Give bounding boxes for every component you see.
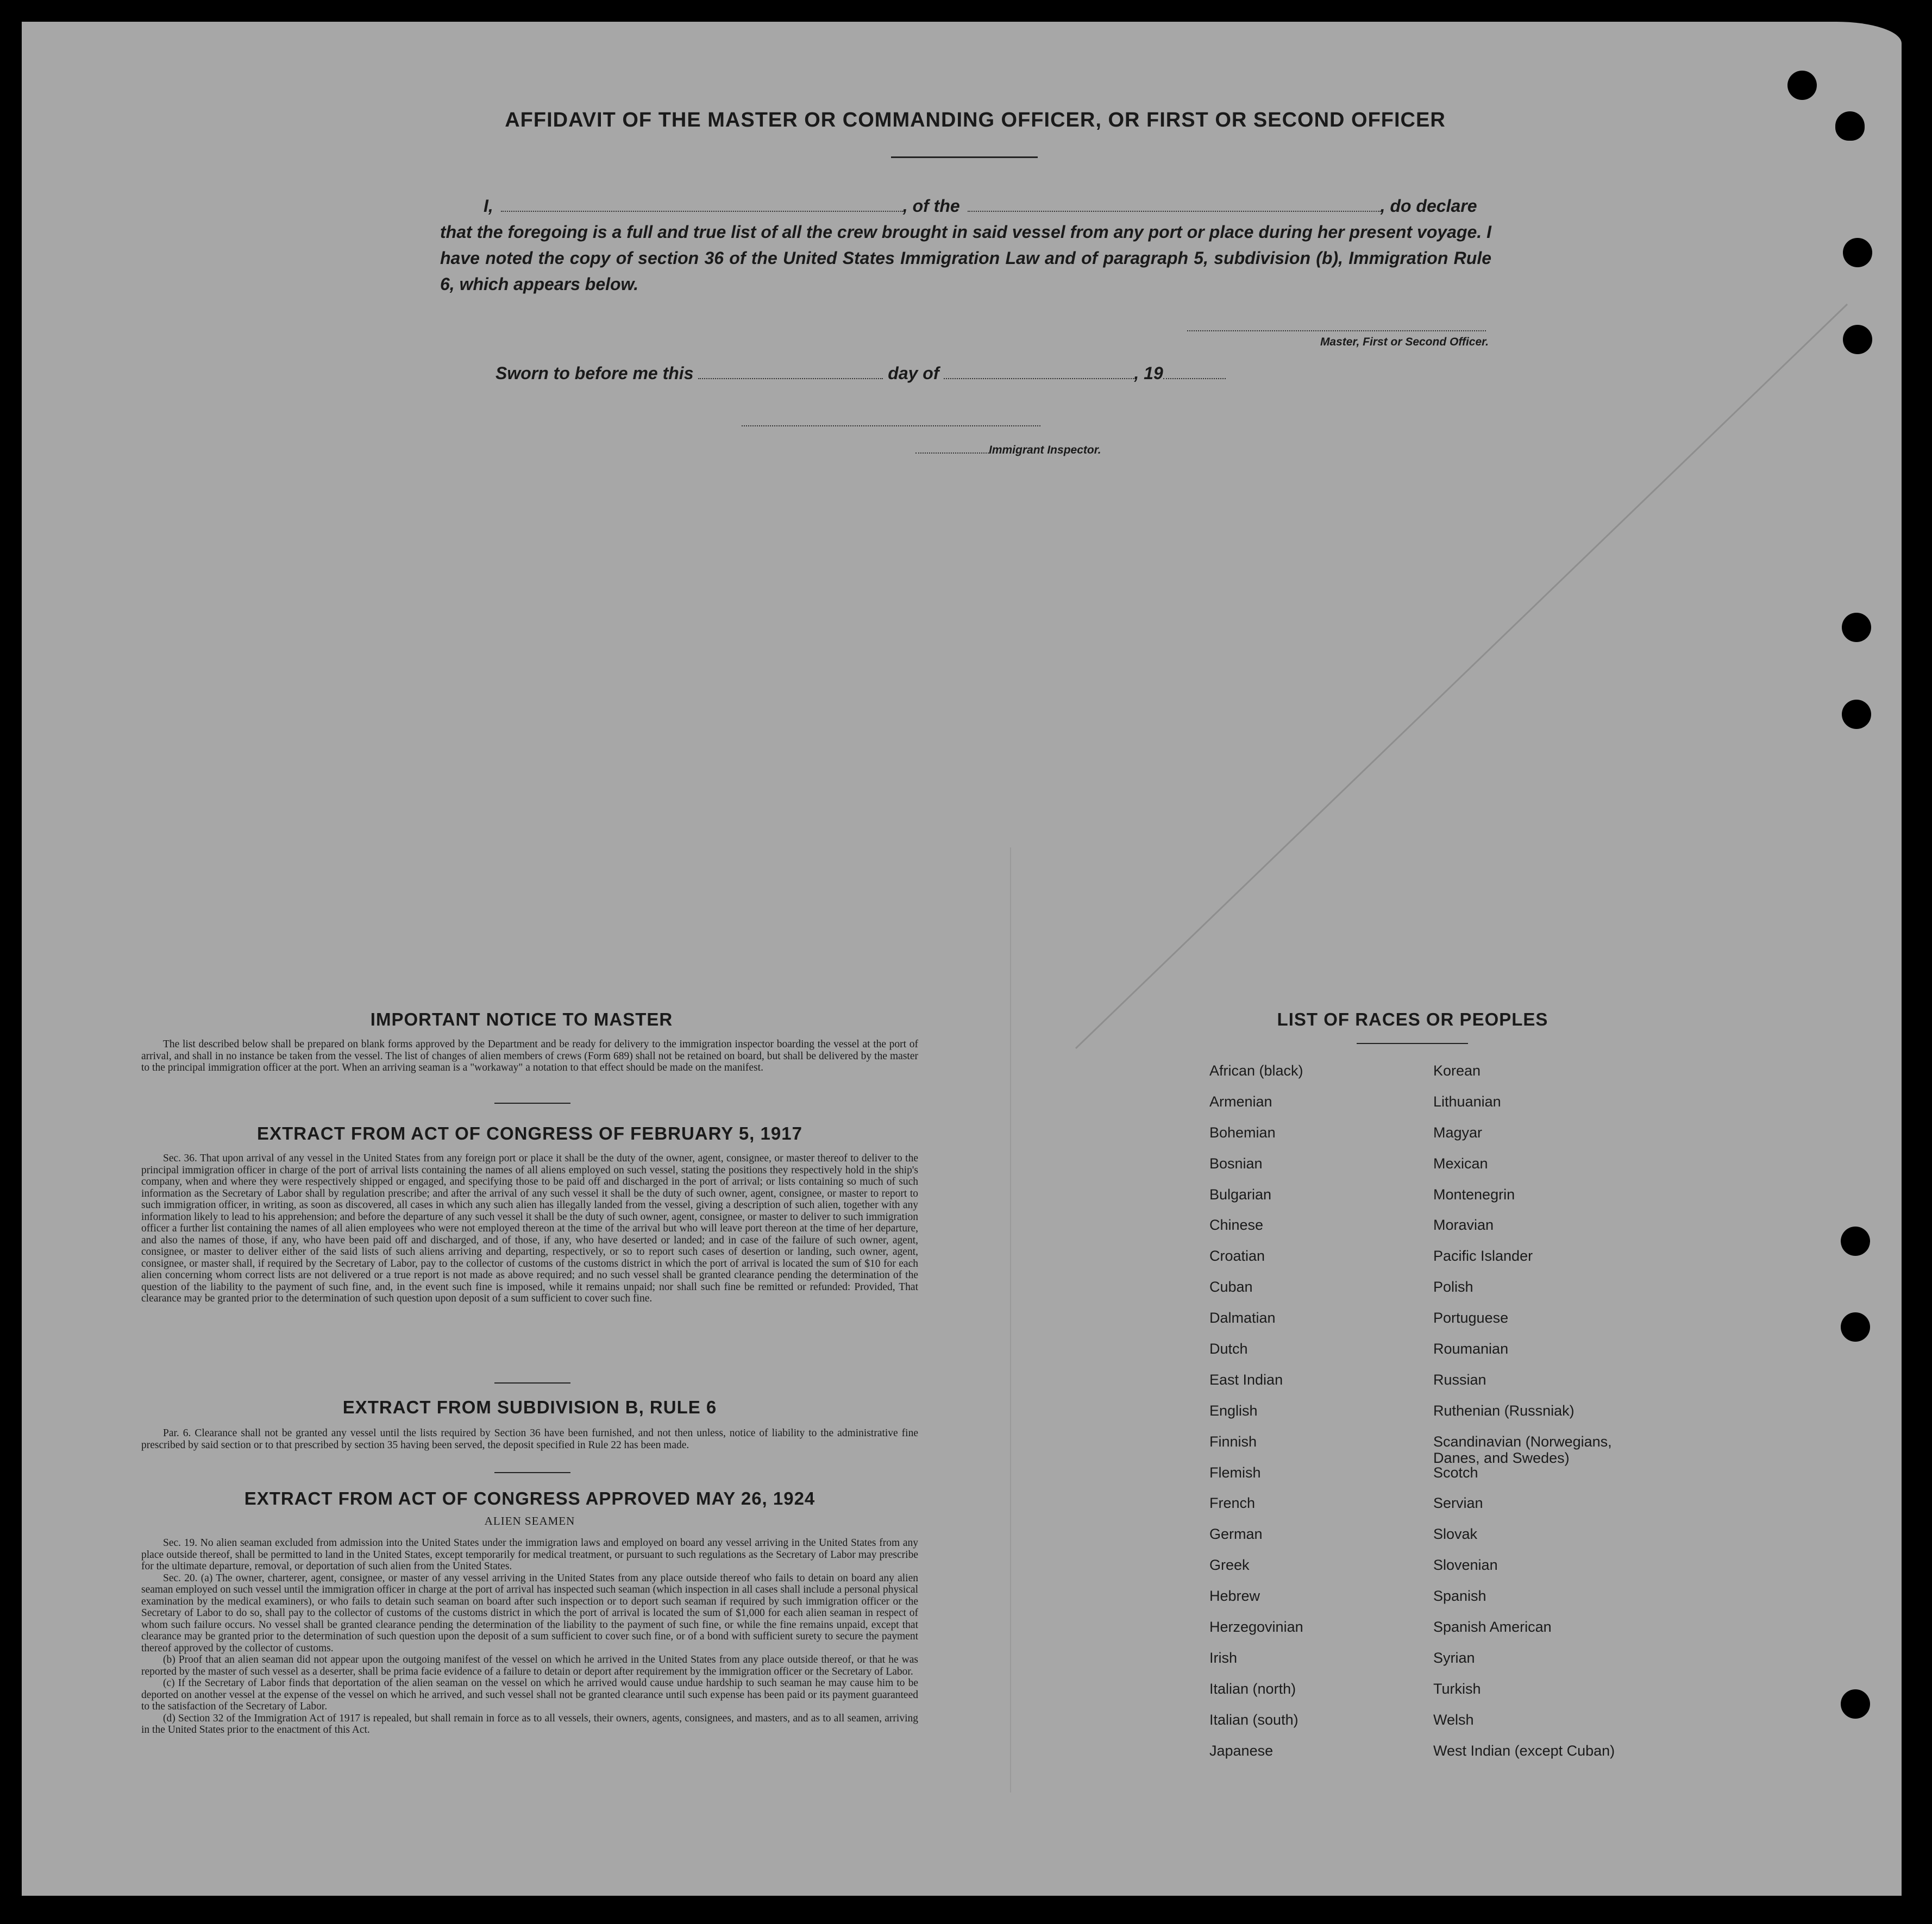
race-item: Scandinavian (Norwegians, Danes, and Swedes) [1433, 1433, 1612, 1466]
race-item: Japanese [1209, 1742, 1274, 1759]
title-divider [891, 156, 1038, 158]
inspector-caption-row [915, 443, 1101, 457]
race-item: Scotch [1433, 1464, 1478, 1481]
race-item: East Indian [1209, 1371, 1283, 1388]
declaration-i: I, [484, 196, 493, 216]
race-item: Slovenian [1433, 1557, 1498, 1574]
section-36-paragraph: Sec. 36. That upon arrival of any vessel in the United States from any foreign port or place it shall be the duty of the owner, agent, consignee, or master thereof to deliver to the principal immigration officer in charge of the port of arrival lists containing the names of all aliens employed on such vessel, stating the positions they respectively hold in the ship's company, when and where they were respectively shipped or engaged, and specifying those to be paid off and discharged in the port of arrival; or lists containing so much of such information as the Secretary of Labor shall by regulation prescribe; and after the arrival of any such vessel it shall be the duty of such owner, agent, consignee, or master to report to such immigration officer, in writing, as soon as discovered, all cases in which any such alien has illegally landed from the vessel, giving a description of such alien, together with any information likely to lead to his apprehension; and before the departure of any such vessel it shall be the duty of such owner, agent, consignee, or master to deliver to such immigration officer a further list containing the names of all alien employees who were not employed thereon at the time of the arrival but who will leave port thereon at the time of her departure, and also the names of those, if any, who have been paid off and discharged, and of those, if any, who have deserted or landed; and in case of the failure of such owner, agent, consignee, or master to deliver either of the said lists of such aliens arriving and departing, respectively, or so to report such cases of desertion or landing, such owner, agent, consignee, or master shall, if required by the Secretary of Labor, pay to the collector of customs of the customs district in which the port of arrival is located the sum of $10 for each alien concerning whom correct lists are not delivered or a true report is not made as above required; and no such vessel shall be granted clearance pending the determination of the question of the liability to the payment of such fine, and, in the event such fine is imposed, while it remains unpaid; nor shall such fine be remitted or refunded: Provided, That clearance may be granted prior to the determination of such question upon deposit of a sum sufficient to cover such fine. [141, 1153, 918, 1304]
race-item: Flemish [1209, 1464, 1261, 1481]
sworn-statement [495, 363, 1226, 383]
rule-6-paragraph: Par. 6. Clearance shall not be granted any vessel until the lists required by Section 36 have been furnished, and not then unless, notice of liability to the administrative fine prescribed by said section or to that prescribed by section 35 having been served, the deposit specified in Rule 22 has been made. [141, 1428, 918, 1451]
sec-20c-paragraph: (c) If the Secretary of Labor finds that deportation of the alien seaman on the vessel on which he arrived would cause undue hardship to such seaman he may cause him to be deported on another vessel at the expense of the vessel on which he arrived, and such vessel shall not be granted clearance until such expense has been paid or its payment guaranteed to the satisfaction of the Secretary of Labor. [141, 1677, 918, 1712]
binder-hole [1843, 238, 1872, 267]
sworn-day-blank[interactable] [698, 363, 883, 379]
races-title: LIST OF RACES OR PEOPLES [1277, 1009, 1548, 1029]
race-item: Greek [1209, 1557, 1250, 1574]
master-signature-line[interactable] [1187, 330, 1486, 331]
master-signature-caption: Master, First or Second Officer. [1320, 336, 1489, 348]
race-item: Irish [1209, 1649, 1238, 1666]
race-item: Russian [1433, 1371, 1486, 1388]
name-blank[interactable] [501, 196, 903, 212]
race-item: French [1209, 1495, 1256, 1512]
race-item: Chinese [1209, 1217, 1264, 1234]
declaration-of-the: , of the [902, 196, 960, 216]
sec-20d-paragraph: (d) Section 32 of the Immigration Act of 1917 is repealed, but shall remain in force as to all vessels, their owners, agents, consignees, and masters, and as to all seamen, arriving in the United States prior to the enactment of this Act. [141, 1712, 918, 1736]
notice-title: IMPORTANT NOTICE TO MASTER [370, 1009, 673, 1029]
race-item: Moravian [1433, 1217, 1494, 1234]
binder-hole [1841, 1227, 1870, 1256]
race-item: African (black) [1209, 1062, 1303, 1079]
race-item: Polish [1433, 1279, 1473, 1296]
race-item: Portuguese [1433, 1310, 1509, 1326]
sec-20a-paragraph: Sec. 20. (a) The owner, charterer, agent, consignee, or master of any vessel arriving in the United States from any place outside thereof who fails to detain on board any alien seaman employed on such vessel until the immigration officer in charge at the port of arrival has inspected such seaman (which inspection in all cases shall include a personal physical examination by the medical examiners), or who fails to detain such seaman on board after such inspection or to deport such seaman if required by such immigration officer or the Secretary of Labor to do so, shall pay to the collector of customs of the customs district in which the port of arrival is located the sum of $1,000 for each alien seaman in respect of whom such failure occurs. No vessel shall be granted clearance pending the determination of the liability to the payment of such fine, or while the fine remains unpaid, except that clearance may be granted prior to the determination of such question upon the deposit of a sum sufficient to cover such fine, or of a bond with sufficient surety to secure the payment thereof approved by the collector of customs. [141, 1572, 918, 1654]
race-item: Cuban [1209, 1279, 1253, 1296]
race-item: Bosnian [1209, 1155, 1263, 1172]
race-item: Italian (south) [1209, 1711, 1299, 1728]
race-item: West Indian (except Cuban) [1433, 1742, 1615, 1759]
binder-hole [1841, 1689, 1870, 1719]
rule-6-title: EXTRACT FROM SUBDIVISION B, RULE 6 [342, 1397, 717, 1417]
binder-hole [1787, 71, 1817, 100]
race-item: Armenian [1209, 1093, 1272, 1110]
binder-hole [1842, 613, 1871, 642]
binder-hole [1842, 700, 1871, 729]
race-item: Roumanian [1433, 1341, 1509, 1357]
race-item: Finnish [1209, 1433, 1257, 1450]
binder-hole [1835, 111, 1865, 141]
race-item: Spanish American [1433, 1619, 1552, 1636]
race-item: Hebrew [1209, 1588, 1260, 1605]
race-item: Bohemian [1209, 1124, 1276, 1141]
binder-hole [1841, 1312, 1870, 1342]
races-right-column [1433, 1062, 1651, 1773]
sworn-year-blank[interactable] [1163, 363, 1226, 379]
affidavit-declaration [440, 193, 1491, 297]
inspector-caption-dots [915, 443, 989, 454]
sec-19-paragraph: Sec. 19. No alien seaman excluded from admission into the United States under the immigration laws and employed on board any vessel arriving in the United States from any place outside thereof, shall be permitted to land in the United States, except temporarily for medical treatment, or pursuant to such regulations as the Secretary of Labor may prescribe for the ultimate departure, removal, or deportation of such alien from the United States. [141, 1537, 918, 1572]
declaration-first-line [440, 193, 1491, 219]
race-item: Servian [1433, 1495, 1483, 1512]
rule-6-text [141, 1428, 918, 1451]
sworn-year-label: , 19 [1134, 363, 1163, 383]
race-item: Welsh [1433, 1711, 1474, 1728]
race-item: Lithuanian [1433, 1093, 1501, 1110]
race-item: Korean [1433, 1062, 1481, 1079]
race-item: Turkish [1433, 1680, 1481, 1697]
races-title-divider [1357, 1043, 1468, 1044]
race-item: English [1209, 1402, 1258, 1419]
race-item: Syrian [1433, 1649, 1475, 1666]
section-divider [494, 1103, 570, 1104]
extract-1924-title: EXTRACT FROM ACT OF CONGRESS APPROVED MAY 26, 1924 [244, 1488, 816, 1508]
race-item: Dalmatian [1209, 1310, 1276, 1326]
extract-1917-title: EXTRACT FROM ACT OF CONGRESS OF FEBRUARY 5, 1917 [257, 1123, 802, 1143]
race-item: Croatian [1209, 1248, 1265, 1265]
race-item: Magyar [1433, 1124, 1483, 1141]
declaration-body: that the foregoing is a full and true list of all the crew brought in said vessel from any port or place during her present voyage. I have noted the copy of section 36 of the United States Immigration Law and of paragraph 5, subdivision (b), Immigration Rule 6, which appears below. [440, 222, 1491, 294]
extract-1924-text [141, 1537, 918, 1736]
affidavit-title: AFFIDAVIT OF THE MASTER OR COMMANDING OFFICER, OR FIRST OR SECOND OFFICER [505, 109, 1446, 131]
sworn-text: Sworn to before me this [495, 363, 694, 383]
race-item: Herzegovinian [1209, 1619, 1303, 1636]
inspector-signature-line[interactable] [742, 425, 1040, 426]
notice-text [141, 1039, 918, 1074]
extract-1917-text [141, 1153, 918, 1305]
races-left-column [1209, 1062, 1416, 1773]
race-item: Ruthenian (Russniak) [1433, 1402, 1575, 1419]
inspector-caption: Immigrant Inspector. [989, 444, 1101, 456]
declaration-do-declare: , do declare [1380, 196, 1477, 216]
race-item: Mexican [1433, 1155, 1488, 1172]
race-item: Montenegrin [1433, 1186, 1515, 1203]
section-divider [494, 1382, 570, 1384]
notice-paragraph: The list described below shall be prepared on blank forms approved by the Department and be ready for delivery to the immigration inspector boarding the vessel at the port of arrival, and shall in no instance be taken from the vessel. The list of changes of alien members of crews (Form 689) shall not be retained on board, but shall be delivered by the master to the principal immigration officer at the port. When an arriving seaman is a "workaway" a notation to that effect should be made on the manifest. [141, 1039, 918, 1073]
sec-20b-paragraph: (b) Proof that an alien seaman did not appear upon the outgoing manifest of the vessel on which he arrived in the United States from any place outside thereof, or that he was reported by the master of such vessel as a deserter, shall be prima facie evidence of a failure to detain or deport after requirement by the immigration officer or the Secretary of Labor. [141, 1654, 918, 1677]
race-item: Dutch [1209, 1341, 1248, 1357]
race-item: Bulgarian [1209, 1186, 1272, 1203]
race-item: Slovak [1433, 1526, 1478, 1543]
race-item: German [1209, 1526, 1263, 1543]
section-divider [494, 1472, 570, 1473]
alien-seamen-subtitle: ALIEN SEAMEN [484, 1514, 575, 1527]
race-item: Pacific Islander [1433, 1248, 1533, 1265]
sworn-month-blank[interactable] [944, 363, 1134, 379]
race-item: Italian (north) [1209, 1680, 1296, 1697]
binder-hole [1843, 325, 1872, 354]
vessel-blank[interactable] [968, 196, 1381, 212]
race-item: Spanish [1433, 1588, 1486, 1605]
sworn-day-label: day of [888, 363, 939, 383]
